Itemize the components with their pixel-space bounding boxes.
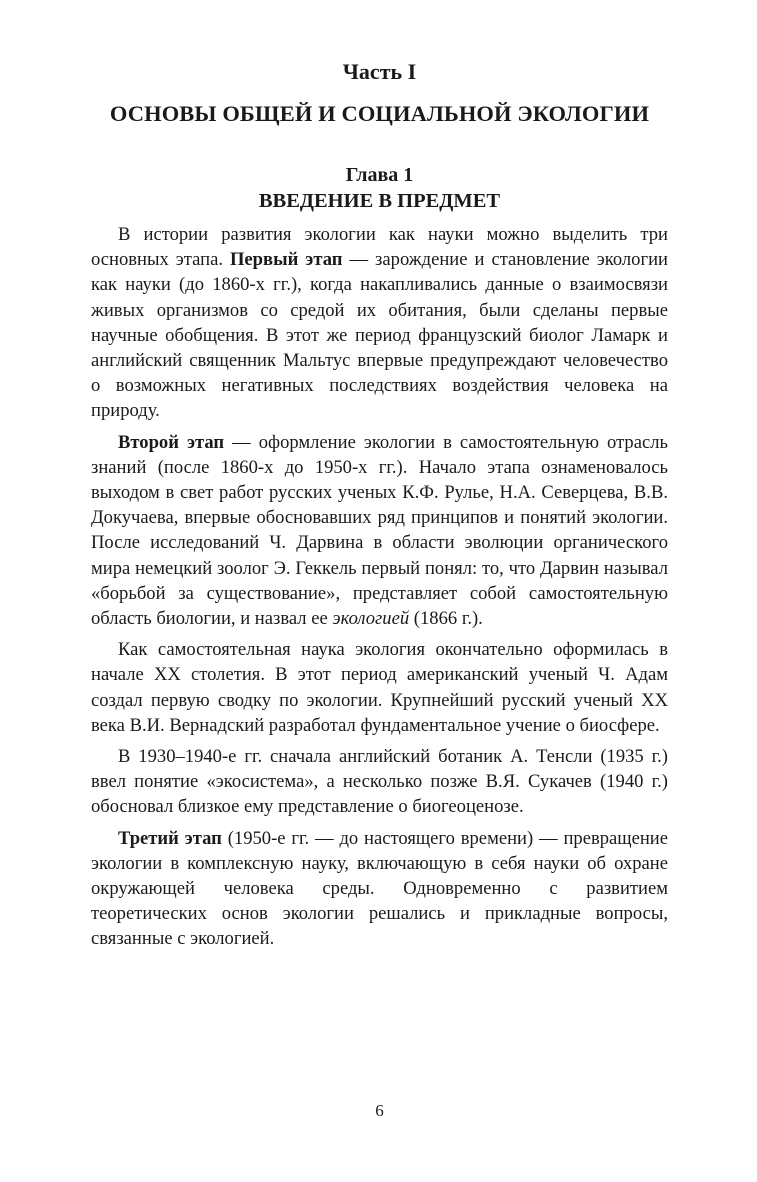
- page-number: 6: [375, 1101, 384, 1120]
- paragraph-text: — зарождение и становление экологии как науки (до 1860-х гг.), когда накапливались данные о взаимосвязи живых организмов со средой их обитания, были сделаны первые научные обобщения. В этот же период французский биолог Ламарк и английский священник Мальтус впервые предупреждают человечество о возможных негативных последствиях воздействия человека на природу.: [91, 249, 668, 422]
- ecology-term: экологией: [332, 608, 410, 630]
- paragraph-stage-three: [91, 826, 668, 952]
- paragraph-text: — оформление экологии в самостоятельную отрасль знаний (после 1860-х до 1950-х гг.). Начало этапа ознаменовалось выходом в свет работ русских ученых К.Ф. Рулье, Н.А. Северцева, В.В. Докучаева, впервые обосновавших ряд принципов и понятий экологии. После исследований Ч. Дарвина в области эволюции органического мира немецкий зоолог Э. Геккель первый понял: то, что Дарвин называл «борьбой за существование», представляет собой самостоятельную область биологии, и назвал ее: [91, 431, 668, 630]
- stage-one-term: Первый этап: [229, 249, 343, 271]
- chapter-body: [91, 222, 668, 958]
- book-page: [91, 0, 668, 1182]
- paragraph-text: (1866 г.).: [409, 608, 483, 630]
- part-label: Часть I: [342, 59, 417, 84]
- paragraph-text: В истории развития экологии как науки можно выделить три основных этапа.: [91, 224, 668, 271]
- paragraph-stages-intro: [91, 222, 668, 424]
- paragraph-text: (1950-е гг. — до настоящего времени) — превращение экологии в комплексную науку, включающую в себя науки об охране окружающей человека среды. Одновременно с развитием теоретических основ экологии решались и прикладные вопросы, связанные с экологией.: [91, 827, 669, 950]
- paragraph-twentieth-century: Как самостоятельная наука экология окончательно оформилась в начале XX столетия. В этот период американский ученый Ч. Адам создал первую сводку по экологии. Крупнейший русский ученый XX века В.И. Вернадский разработал фундаментальное учение о биосфере.: [91, 639, 668, 736]
- part-title: ОСНОВЫ ОБЩЕЙ И СОЦИАЛЬНОЙ ЭКОЛОГИИ: [109, 101, 650, 126]
- stage-two-term: Второй этап: [118, 431, 225, 453]
- stage-three-term: Третий этап: [118, 827, 222, 849]
- chapter-title: ВВЕДЕНИЕ В ПРЕДМЕТ: [258, 190, 501, 212]
- paragraph-ecosystem: В 1930–1940-е гг. сначала английский ботаник А. Тенсли (1935 г.) ввел понятие «экосистема», а несколько позже В.Я. Сукачев (1940 г.) обосновал близкое ему представление о биогеоценозе.: [91, 746, 668, 818]
- chapter-label: Глава 1: [345, 164, 414, 186]
- paragraph-stage-two: [91, 430, 668, 632]
